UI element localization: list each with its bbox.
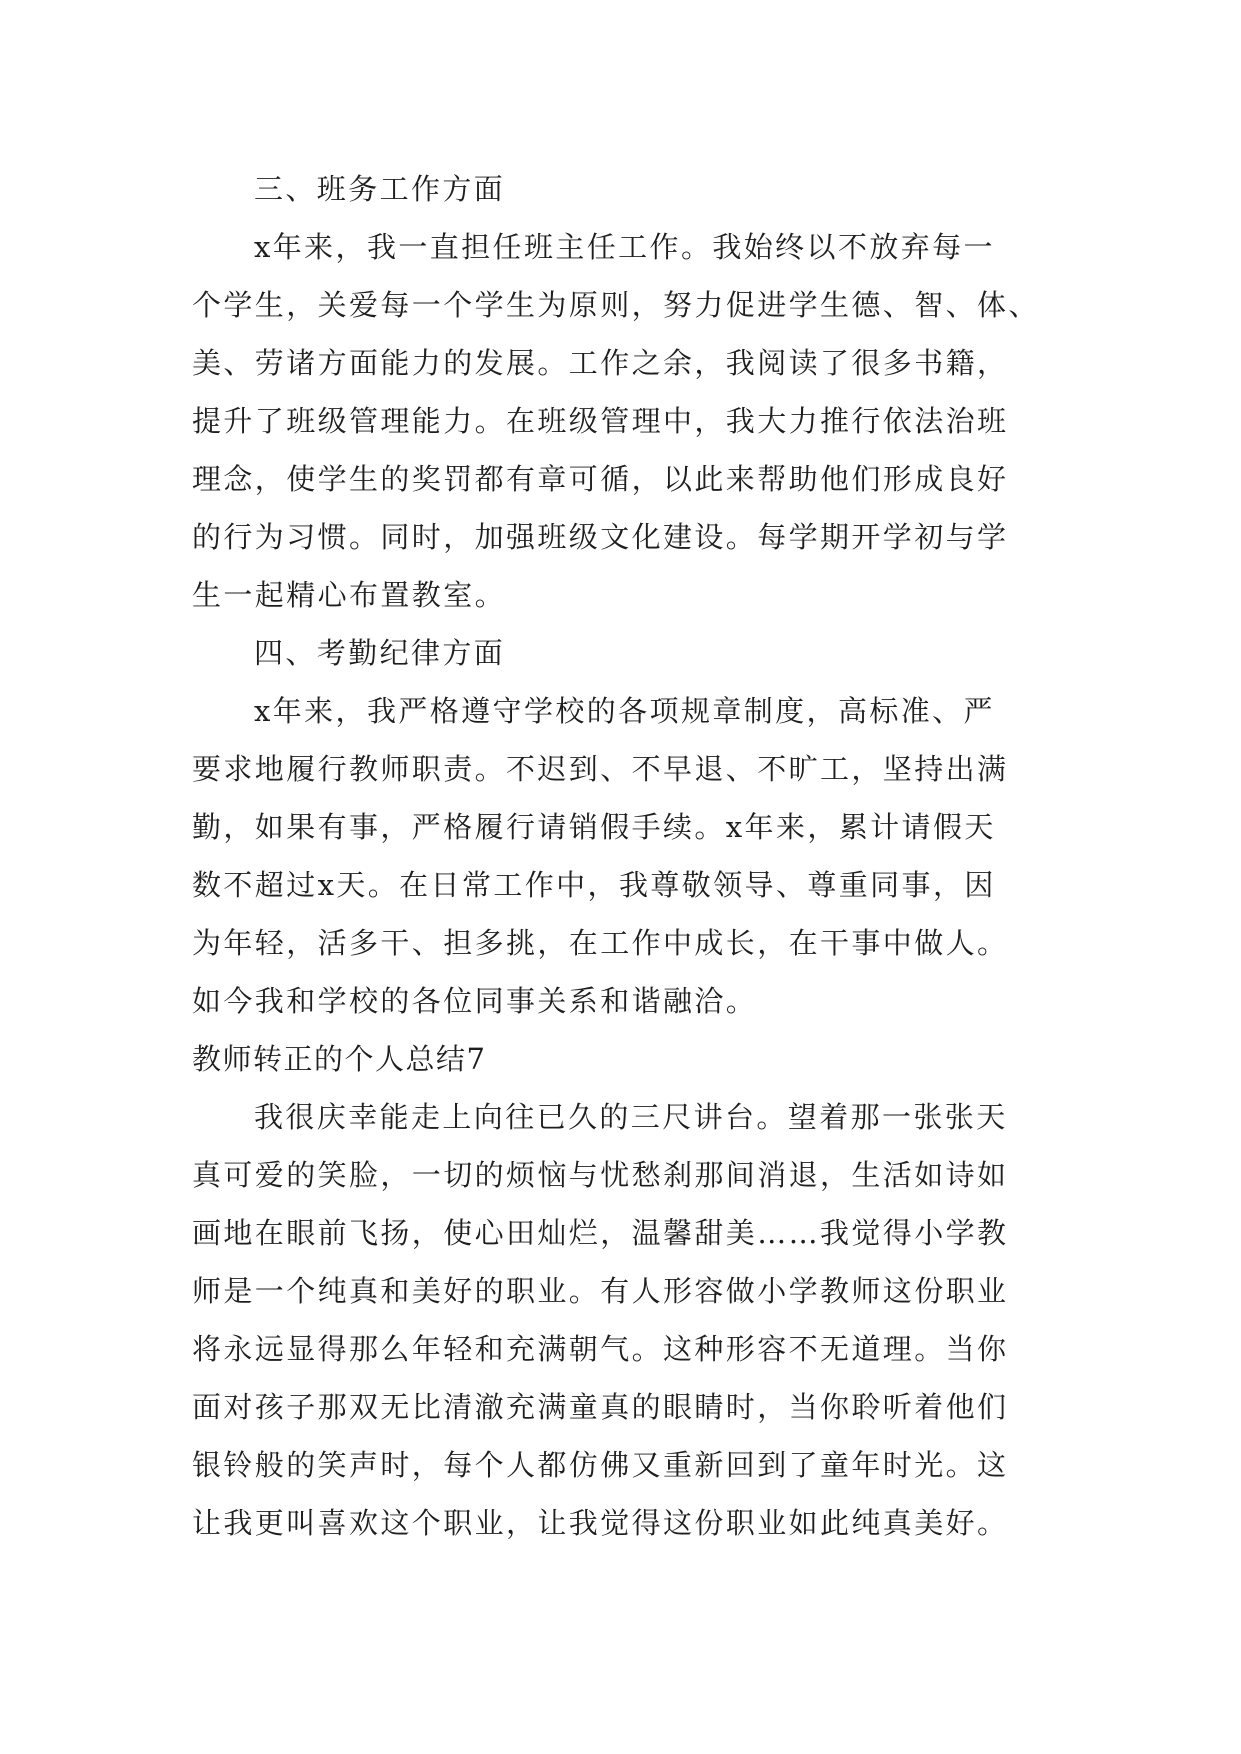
paragraph-attendance bbox=[192, 682, 1097, 1030]
paragraph-line: 生一起精心布置教室。 bbox=[192, 578, 507, 612]
paragraph-line: 个学生，关爱每一个学生为原则，努力促进学生德、智、体、 bbox=[192, 288, 1040, 322]
paragraph-line: 勤，如果有事，严格履行请销假手续。x年来，累计请假天 bbox=[192, 810, 996, 844]
paragraph-line: 的行为习惯。同时，加强班级文化建设。每学期开学初与学 bbox=[192, 520, 1009, 554]
section-heading-class-affairs: 三、班务工作方面 bbox=[254, 172, 506, 206]
paragraph-line: 数不超过x天。在日常工作中，我尊敬领导、尊重同事，因 bbox=[192, 868, 996, 902]
paragraph-line: 银铃般的笑声时，每个人都仿佛又重新回到了童年时光。这 bbox=[192, 1448, 1009, 1482]
paragraph-summary bbox=[192, 1088, 1097, 1552]
paragraph-line: 为年轻，活多干、担多挑，在工作中成长，在干事中做人。 bbox=[192, 926, 1009, 960]
paragraph-line: 面对孩子那双无比清澈充满童真的眼睛时，当你聆听着他们 bbox=[192, 1390, 1009, 1424]
paragraph-class-affairs bbox=[192, 218, 1097, 624]
paragraph-line: 理念，使学生的奖罚都有章可循，以此来帮助他们形成良好 bbox=[192, 462, 1009, 496]
paragraph-line: 如今我和学校的各位同事关系和谐融洽。 bbox=[192, 984, 758, 1018]
section-heading-attendance: 四、考勤纪律方面 bbox=[254, 636, 506, 670]
paragraph-line: 我很庆幸能走上向往已久的三尺讲台。望着那一张张天 bbox=[254, 1100, 1008, 1134]
summary-title: 教师转正的个人总结7 bbox=[192, 1042, 487, 1076]
paragraph-line: 画地在眼前飞扬，使心田灿烂，温馨甜美……我觉得小学教 bbox=[192, 1216, 1009, 1250]
paragraph-line: 要求地履行教师职责。不迟到、不早退、不旷工，坚持出满 bbox=[192, 752, 1009, 786]
paragraph-line: x年来，我一直担任班主任工作。我始终以不放弃每一 bbox=[254, 230, 995, 264]
paragraph-line: 美、劳诸方面能力的发展。工作之余，我阅读了很多书籍， bbox=[192, 346, 1009, 380]
document-body bbox=[192, 160, 1097, 1552]
paragraph-line: x年来，我严格遵守学校的各项规章制度，高标准、严 bbox=[254, 694, 995, 728]
paragraph-line: 真可爱的笑脸，一切的烦恼与忧愁刹那间消退，生活如诗如 bbox=[192, 1158, 1009, 1192]
paragraph-line: 让我更叫喜欢这个职业，让我觉得这份职业如此纯真美好。 bbox=[192, 1506, 1009, 1540]
paragraph-line: 师是一个纯真和美好的职业。有人形容做小学教师这份职业 bbox=[192, 1274, 1009, 1308]
paragraph-line: 将永远显得那么年轻和充满朝气。这种形容不无道理。当你 bbox=[192, 1332, 1009, 1366]
paragraph-line: 提升了班级管理能力。在班级管理中，我大力推行依法治班 bbox=[192, 404, 1009, 438]
